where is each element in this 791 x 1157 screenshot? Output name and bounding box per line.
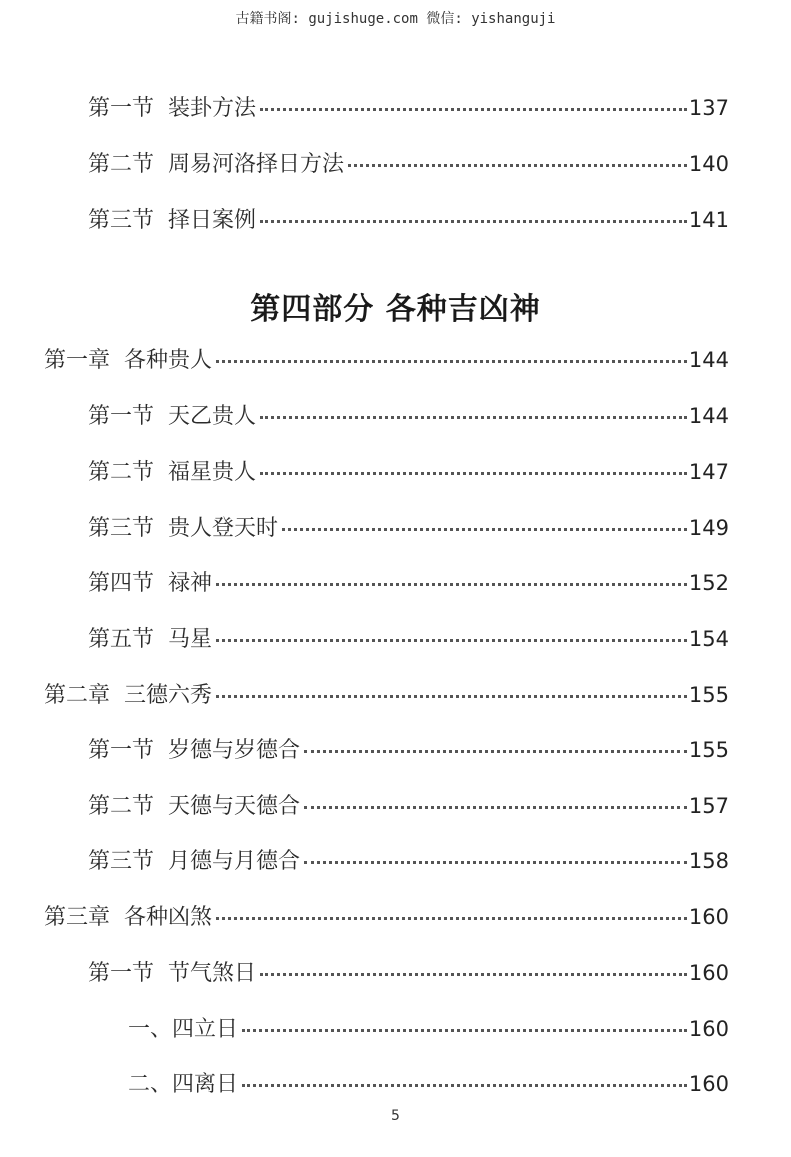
page-number: 5 [391, 1108, 400, 1124]
toc-entry-title: 择日案例 [168, 208, 257, 233]
dot-leader [216, 360, 687, 363]
toc-entry-page: 158 [688, 849, 729, 873]
toc-entry[interactable] [88, 736, 729, 765]
toc-entry-page: 140 [688, 152, 729, 176]
watermark-text: 古籍书阁: gujishuge.com 微信: yishanguji [235, 11, 556, 27]
toc-entry-prefix: 第二章 [44, 683, 111, 708]
toc-entry[interactable] [88, 402, 729, 431]
dot-leader [216, 583, 687, 586]
toc-entry-title: 三德六秀 [124, 683, 213, 708]
toc-entry-title: 马星 [168, 627, 213, 652]
toc-entry-prefix: 第三节 [88, 208, 155, 233]
toc-entry-page: 144 [688, 348, 729, 372]
toc-entry-title: 天乙贵人 [168, 404, 257, 429]
toc-entry-prefix: 第一节 [88, 404, 155, 429]
toc-entry-prefix: 第三章 [44, 905, 111, 930]
toc-entry-page: 160 [688, 1072, 729, 1096]
toc-entry-page: 149 [688, 516, 729, 540]
toc-entry-page: 144 [688, 404, 729, 428]
toc-entry[interactable] [88, 959, 729, 988]
toc-entry-page: 147 [688, 460, 729, 484]
toc-entry-prefix: 第三节 [88, 849, 155, 874]
dot-leader [260, 973, 687, 976]
toc-entry-title: 节气煞日 [168, 961, 257, 986]
dot-leader [304, 750, 687, 753]
toc-entry-prefix: 第二节 [88, 460, 155, 485]
dot-leader [242, 1029, 687, 1032]
dot-leader [260, 472, 687, 475]
toc-entry-title: 禄神 [168, 571, 213, 596]
dot-leader [216, 917, 687, 920]
toc-entry-title: 各种凶煞 [124, 905, 213, 930]
dot-leader [282, 528, 687, 531]
toc-entry-title: 福星贵人 [168, 460, 257, 485]
toc-entry[interactable] [88, 94, 729, 123]
toc-subentry[interactable] [128, 1015, 729, 1044]
toc-entry-page: 155 [688, 738, 729, 762]
toc-chapter-entry[interactable] [44, 903, 729, 932]
toc-entry-prefix: 一、 [128, 1017, 173, 1042]
dot-leader [242, 1084, 687, 1087]
toc-entry-title: 四离日 [172, 1072, 239, 1097]
toc-entry-title: 各种贵人 [124, 348, 213, 373]
dot-leader [260, 416, 687, 419]
toc-entry-prefix: 第三节 [88, 516, 155, 541]
toc-entry[interactable] [88, 458, 729, 487]
toc-entry-prefix: 第一节 [88, 738, 155, 763]
dot-leader [260, 220, 687, 223]
dot-leader [260, 108, 687, 111]
toc-entry-prefix: 第一章 [44, 348, 111, 373]
toc-chapter-entry[interactable] [44, 346, 729, 375]
toc-entry[interactable] [88, 847, 729, 876]
toc-entry-page: 160 [688, 961, 729, 985]
toc-entry-title: 贵人登天时 [168, 516, 279, 541]
dot-leader [348, 164, 687, 167]
toc-entry-page: 141 [688, 208, 729, 232]
dot-leader [304, 861, 687, 864]
toc-entry[interactable] [88, 206, 729, 235]
toc-entry-title: 天德与天德合 [168, 794, 301, 819]
toc-entry-prefix: 第一节 [88, 961, 155, 986]
toc-entry[interactable] [88, 150, 729, 179]
toc-entry-title: 周易河洛择日方法 [168, 152, 345, 177]
toc-entry-title: 月德与月德合 [168, 849, 301, 874]
dot-leader [216, 695, 687, 698]
toc-entry-page: 152 [688, 571, 729, 595]
dot-leader [216, 639, 687, 642]
toc-entry-prefix: 第一节 [88, 96, 155, 121]
toc-entry-prefix: 第五节 [88, 627, 155, 652]
toc-entry[interactable] [88, 514, 729, 543]
toc-entry[interactable] [88, 625, 729, 654]
toc-entry-prefix: 第四节 [88, 571, 155, 596]
toc-entry-page: 155 [688, 683, 729, 707]
toc-entry[interactable] [88, 569, 729, 598]
toc-entry-prefix: 第二节 [88, 794, 155, 819]
toc-entry[interactable] [88, 792, 729, 821]
toc-chapter-entry[interactable] [44, 681, 729, 710]
part-title: 第四部分 各种吉凶神 [250, 292, 541, 327]
toc-entry-page: 137 [688, 96, 729, 120]
toc-subentry[interactable] [128, 1070, 729, 1099]
toc-entry-page: 160 [688, 905, 729, 929]
toc-entry-prefix: 二、 [128, 1072, 173, 1097]
toc-entry-page: 157 [688, 794, 729, 818]
toc-entry-page: 154 [688, 627, 729, 651]
toc-entry-title: 装卦方法 [168, 96, 257, 121]
toc-entry-title: 四立日 [172, 1017, 239, 1042]
dot-leader [304, 806, 687, 809]
toc-entry-title: 岁德与岁德合 [168, 738, 301, 763]
toc-entry-page: 160 [688, 1017, 729, 1041]
toc-entry-prefix: 第二节 [88, 152, 155, 177]
